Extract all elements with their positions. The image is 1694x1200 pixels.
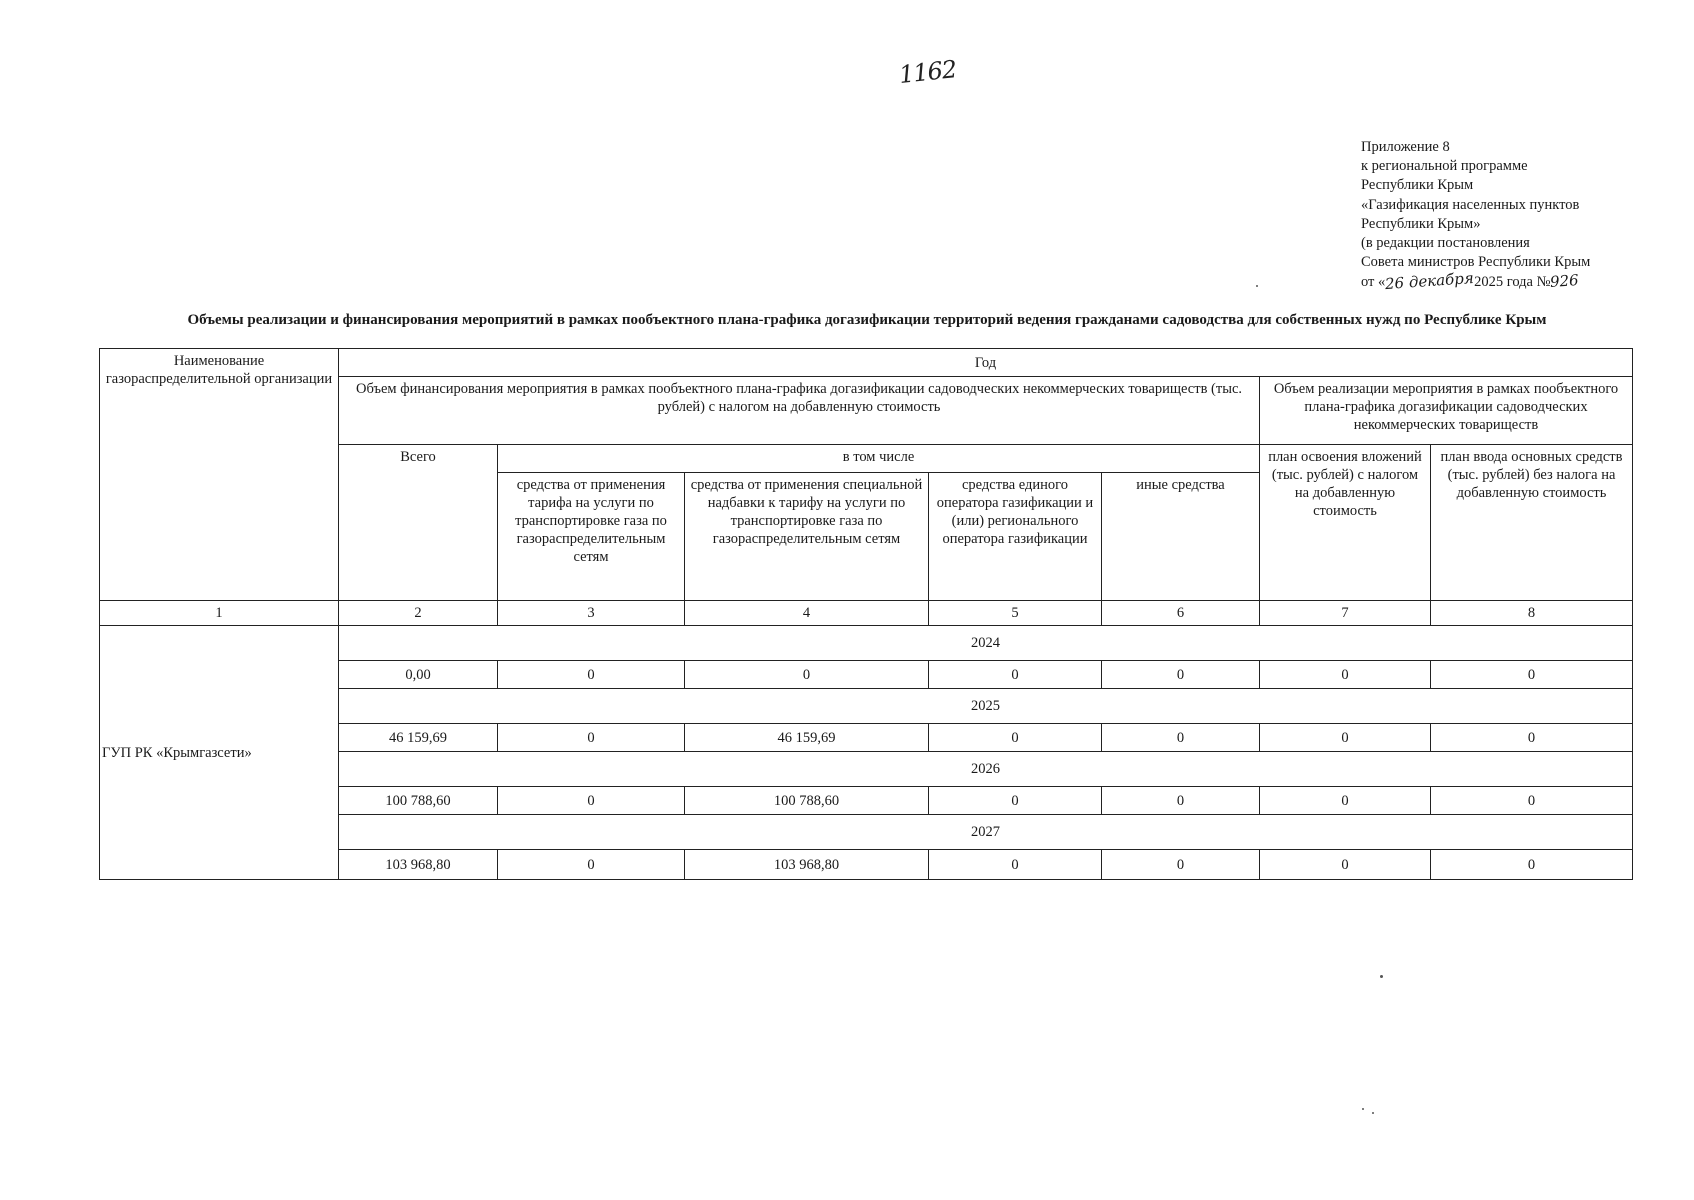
header-including: в том числе (498, 445, 1260, 473)
cell-other: 0 (1102, 850, 1260, 880)
year-label: 2027 (339, 815, 1633, 850)
cell-plan-investment: 0 (1260, 850, 1431, 880)
column-number: 5 (929, 601, 1102, 626)
cell-plan-investment: 0 (1260, 787, 1431, 815)
year-label: 2026 (339, 752, 1633, 787)
document-title: Объемы реализации и финансирования мероприятий в рамках пообъектного плана-графика догазификации территорий ведения гражданами садоводства для собственных нужд по Республике Крым (187, 312, 1547, 328)
appendix-line: (в редакции постановления (1361, 235, 1530, 252)
year-label: 2025 (339, 689, 1633, 724)
column-number-row (100, 601, 1633, 626)
cell-other: 0 (1102, 661, 1260, 689)
header-col4: средства от применения специальной надбавки к тарифу на услуги по транспортировке газа по газораспределительным сетям (685, 473, 929, 601)
scan-speck (1256, 285, 1258, 287)
header-col6: иные средства (1102, 473, 1260, 601)
handwritten-number: 926 (1549, 271, 1580, 292)
cell-plan-assets: 0 (1431, 850, 1633, 880)
cell-surcharge: 100 788,60 (685, 787, 929, 815)
page-number: 1162 (897, 55, 958, 89)
cell-plan-assets: 0 (1431, 787, 1633, 815)
cell-other: 0 (1102, 724, 1260, 752)
column-number: 6 (1102, 601, 1260, 626)
handwritten-date: 26 декабря (1384, 269, 1475, 294)
column-number: 3 (498, 601, 685, 626)
cell-total: 103 968,80 (339, 850, 498, 880)
column-number: 8 (1431, 601, 1633, 626)
cell-plan-investment: 0 (1260, 724, 1431, 752)
cell-tariff: 0 (498, 661, 685, 689)
cell-operator: 0 (929, 661, 1102, 689)
cell-operator: 0 (929, 724, 1102, 752)
cell-surcharge: 103 968,80 (685, 850, 929, 880)
organization-name: ГУП РК «Крымгазсети» (100, 626, 339, 880)
column-number: 4 (685, 601, 929, 626)
header-org: Наименование газораспределительной организации (100, 349, 339, 601)
cell-total: 0,00 (339, 661, 498, 689)
cell-plan-assets: 0 (1431, 724, 1633, 752)
header-financing: Объем финансирования мероприятия в рамках пообъектного плана-графика догазификации садоводческих некоммерческих товариществ (тыс. рублей) с налогом на добавленную стоимость (339, 377, 1260, 445)
date-prefix: от « (1361, 274, 1386, 291)
header-col3: средства от применения тарифа на услуги по транспортировке газа по газораспределительным сетям (498, 473, 685, 601)
appendix-line: к региональной программе (1361, 158, 1528, 175)
cell-tariff: 0 (498, 850, 685, 880)
cell-total: 100 788,60 (339, 787, 498, 815)
appendix-line: Приложение 8 (1361, 139, 1450, 155)
cell-plan-assets: 0 (1431, 661, 1633, 689)
appendix-date-line (1361, 269, 1691, 294)
header-col7: план освоения вложений (тыс. рублей) с налогом на добавленную стоимость (1260, 445, 1431, 601)
cell-tariff: 0 (498, 787, 685, 815)
header-row-year (100, 349, 1633, 377)
header-implementation: Объем реализации мероприятия в рамках пообъектного плана-графика догазификации садоводческих некоммерческих товариществ (1260, 377, 1633, 445)
appendix-line: Совета министров Республики Крым (1361, 254, 1591, 271)
year-label: 2024 (339, 626, 1633, 661)
financing-table (99, 348, 1633, 880)
header-total: Всего (339, 445, 498, 601)
cell-surcharge: 46 159,69 (685, 724, 929, 752)
scan-speck (1380, 975, 1383, 978)
date-suffix: 2025 года № (1474, 274, 1551, 291)
column-number: 2 (339, 601, 498, 626)
cell-other: 0 (1102, 787, 1260, 815)
appendix-line: Республики Крым (1361, 177, 1474, 194)
cell-surcharge: 0 (685, 661, 929, 689)
header-col8: план ввода основных средств (тыс. рублей) без налога на добавленную стоимость (1431, 445, 1633, 601)
cell-plan-investment: 0 (1260, 661, 1431, 689)
column-number: 1 (100, 601, 339, 626)
cell-operator: 0 (929, 787, 1102, 815)
header-year: Год (339, 349, 1633, 377)
appendix-block (1361, 138, 1691, 293)
year-row (100, 626, 1633, 661)
appendix-line: «Газификация населенных пунктов (1361, 196, 1580, 213)
scan-speck (1372, 1112, 1374, 1114)
column-number: 7 (1260, 601, 1431, 626)
cell-total: 46 159,69 (339, 724, 498, 752)
scan-speck (1362, 1108, 1364, 1110)
cell-tariff: 0 (498, 724, 685, 752)
cell-operator: 0 (929, 850, 1102, 880)
header-col5: средства единого оператора газификации и (или) регионального оператора газификации (929, 473, 1102, 601)
appendix-line: Республики Крым» (1361, 215, 1481, 232)
